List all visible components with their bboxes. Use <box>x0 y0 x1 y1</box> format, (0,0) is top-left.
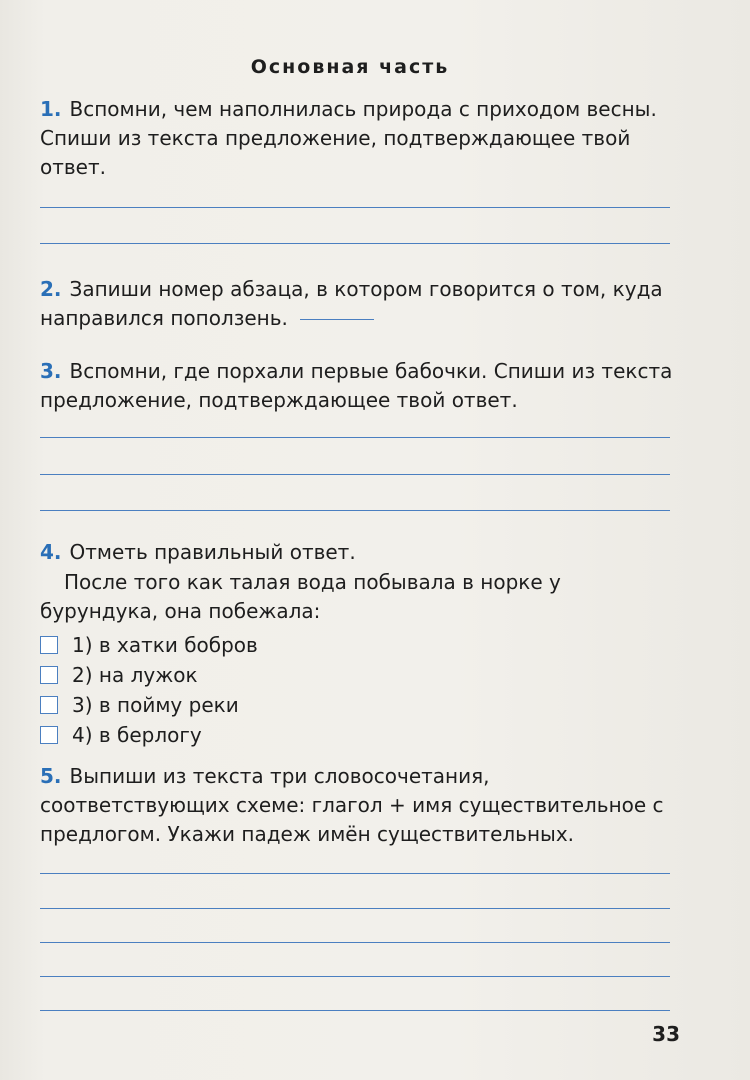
option-label: 2) на лужок <box>72 663 198 687</box>
answer-line[interactable] <box>40 908 670 909</box>
answer-line[interactable] <box>40 474 670 475</box>
answer-line[interactable] <box>40 873 670 874</box>
question-number: 1. <box>40 97 62 121</box>
question-number: 3. <box>40 359 62 383</box>
question-number: 5. <box>40 764 62 788</box>
option-4[interactable] <box>40 720 258 750</box>
question-3 <box>40 357 680 415</box>
question-text: Выпиши из текста три словосочетания, соответствующих схеме: глагол + имя существительное с предлогом. Укажи падеж имён существительных. <box>40 764 664 846</box>
question-text: Запиши номер абзаца, в котором говорится о том, куда направился поползень. <box>40 277 663 330</box>
answer-line[interactable] <box>40 1010 670 1011</box>
answer-line[interactable] <box>40 942 670 943</box>
option-label: 3) в пойму реки <box>72 693 239 717</box>
question-1 <box>40 95 680 182</box>
checkbox[interactable] <box>40 726 58 744</box>
answer-line[interactable] <box>40 510 670 511</box>
question-text: Вспомни, чем наполнилась природа с приходом весны. Спиши из текста предложение, подтверждающее твой ответ. <box>40 97 657 179</box>
question-text: Вспомни, где порхали первые бабочки. Спиши из текста предложение, подтверждающее твой ответ. <box>40 359 673 412</box>
question-text: Отметь правильный ответ. <box>69 540 356 564</box>
option-label: 4) в берлогу <box>72 723 202 747</box>
checkbox[interactable] <box>40 696 58 714</box>
checkbox[interactable] <box>40 666 58 684</box>
answer-line[interactable] <box>40 243 670 244</box>
checkbox[interactable] <box>40 636 58 654</box>
answer-line[interactable] <box>40 976 670 977</box>
answer-options <box>40 630 258 750</box>
option-label: 1) в хатки бобров <box>72 633 258 657</box>
answer-blank[interactable] <box>300 319 374 320</box>
question-4-subtext: После того как талая вода побывала в норке у бурундука, она побежала: <box>40 570 561 623</box>
option-1[interactable] <box>40 630 258 660</box>
question-number: 2. <box>40 277 62 301</box>
option-2[interactable] <box>40 660 258 690</box>
section-title: Основная часть <box>250 56 450 78</box>
question-5 <box>40 762 680 849</box>
question-number: 4. <box>40 540 62 564</box>
answer-line[interactable] <box>40 207 670 208</box>
question-2 <box>40 275 680 333</box>
question-4 <box>40 538 680 567</box>
answer-line[interactable] <box>40 437 670 438</box>
page-number: 33 <box>652 1022 680 1046</box>
option-3[interactable] <box>40 690 258 720</box>
